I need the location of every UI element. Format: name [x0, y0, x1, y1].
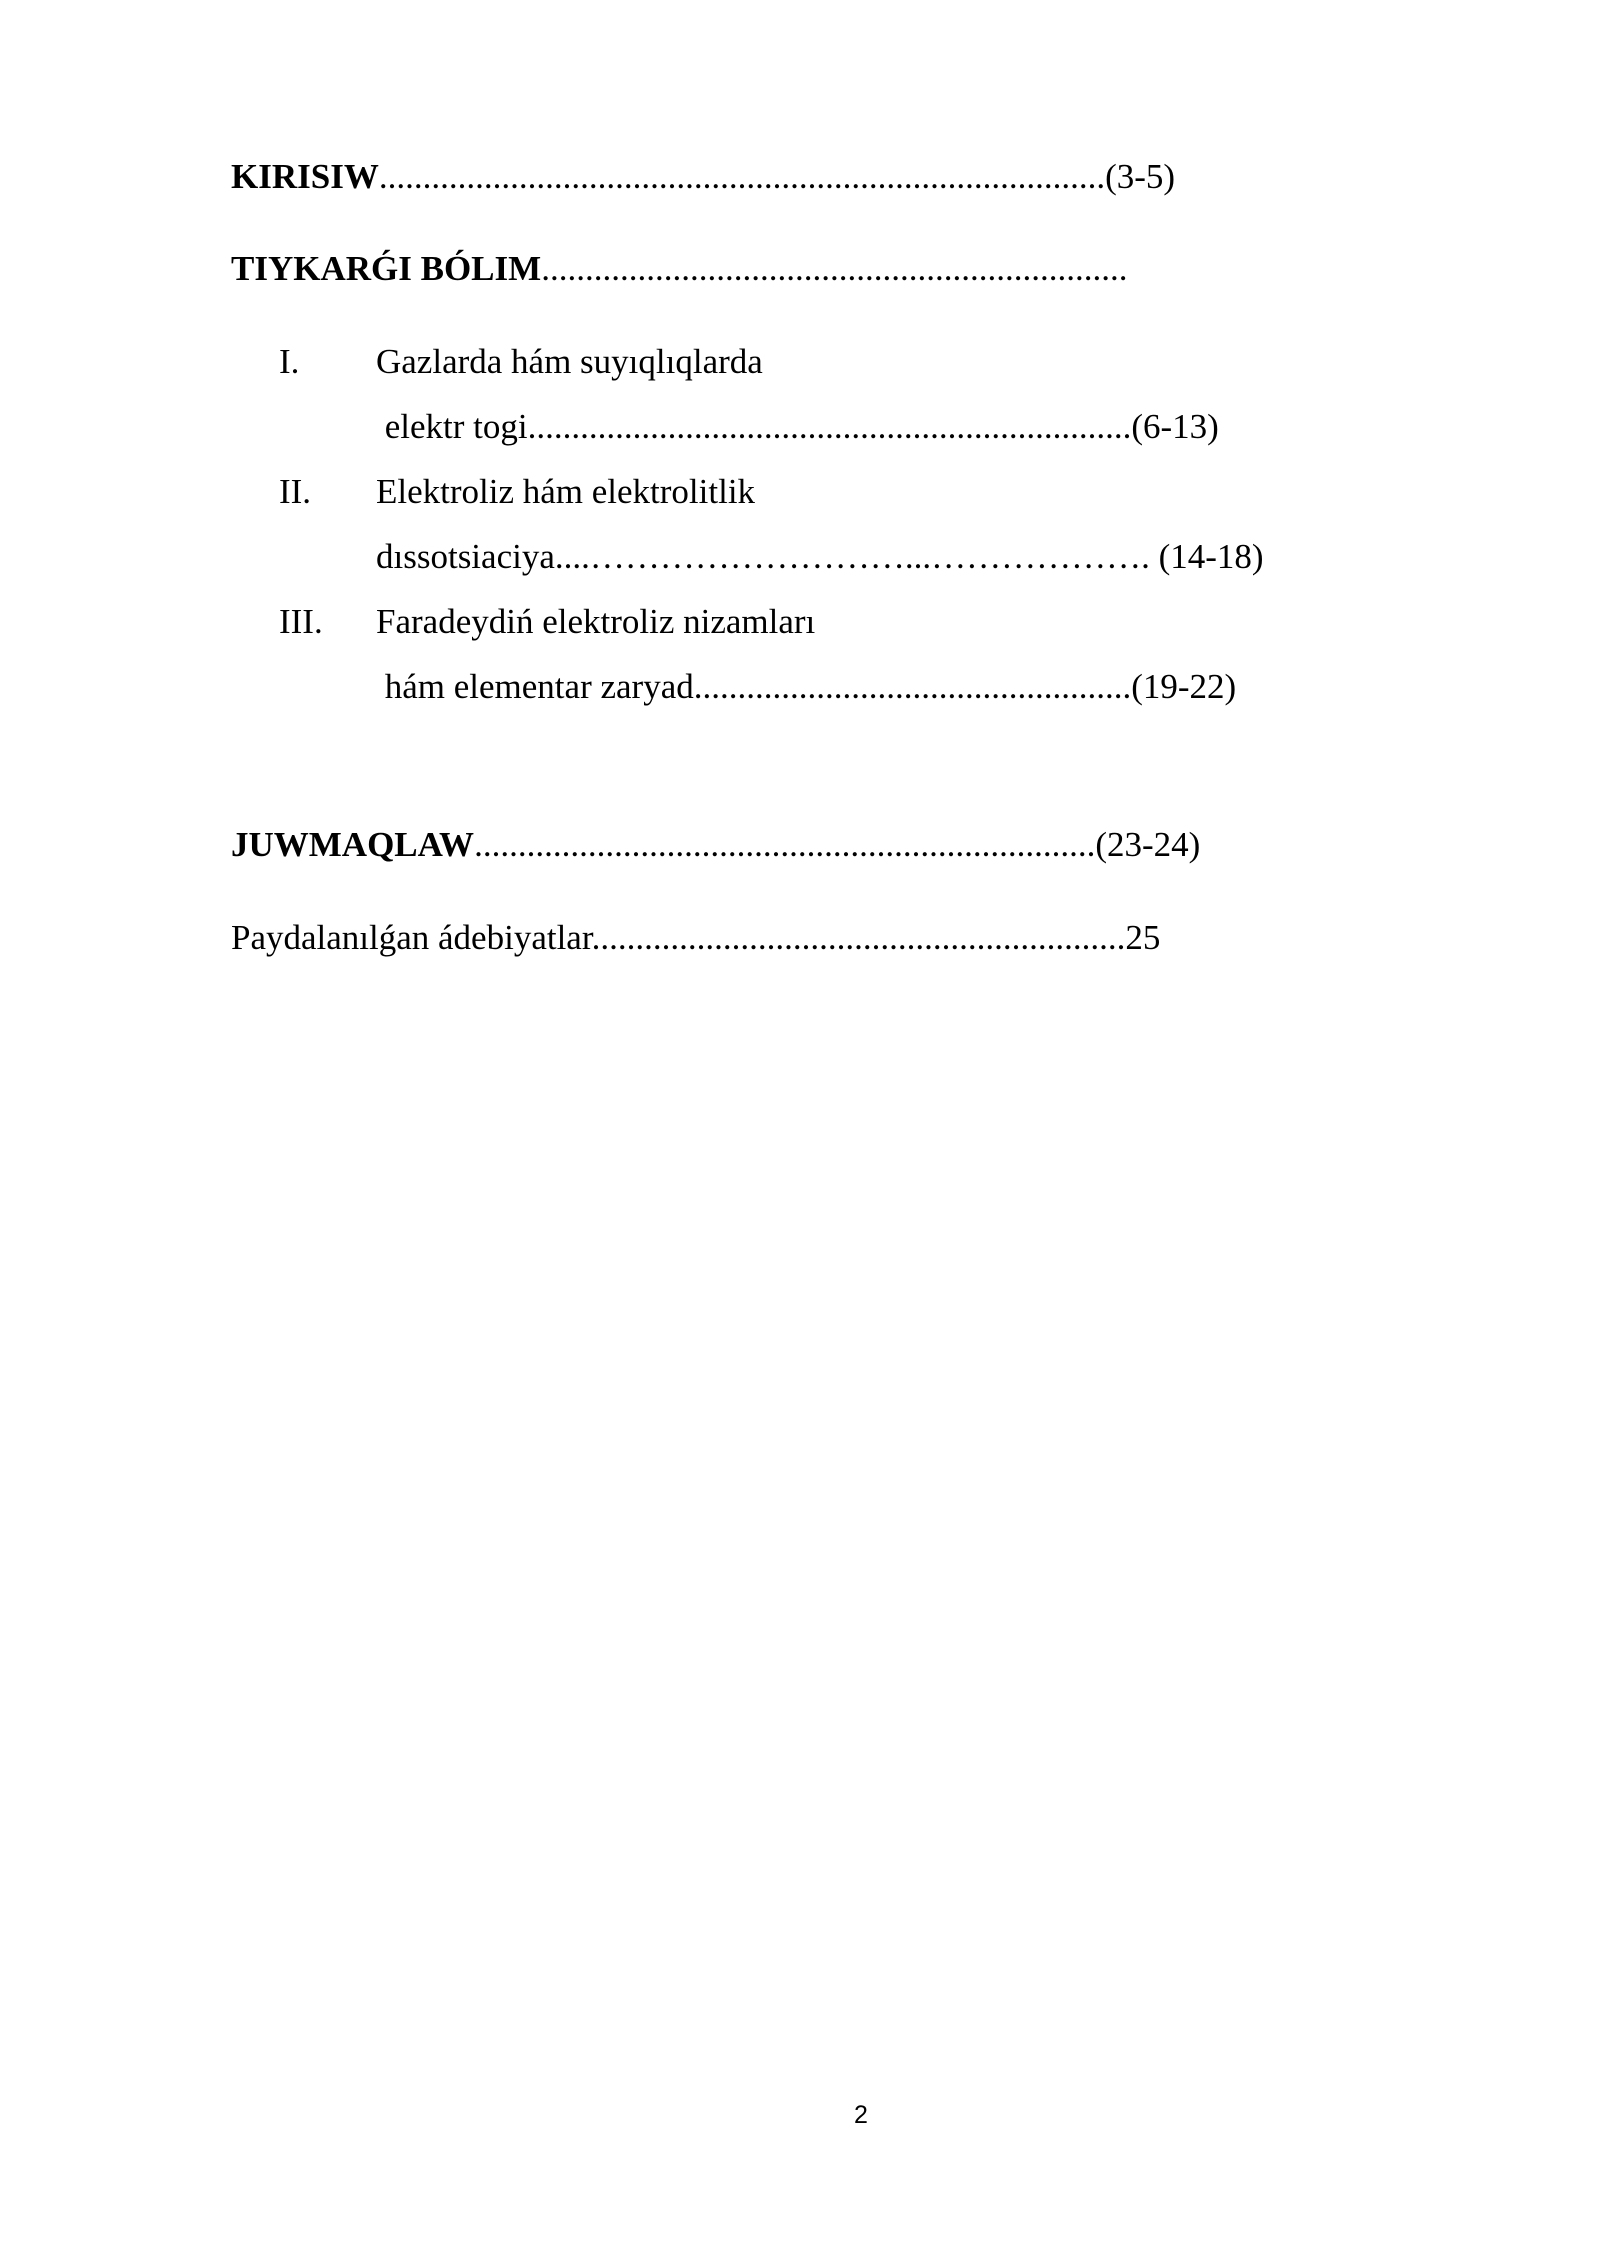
toc-chapter-3-subtitle: hám elementar zaryad	[376, 667, 694, 706]
toc-entry-main	[231, 249, 1127, 289]
toc-entry-references	[231, 918, 1160, 958]
toc-intro-pages: (3-5)	[1105, 157, 1176, 196]
page-number: 2	[854, 2101, 868, 2129]
toc-chapter-3-numeral: III.	[279, 602, 323, 641]
toc-references-leader: .............................................................	[591, 918, 1126, 957]
toc-chapter-2-subtitle-line	[376, 537, 1264, 577]
toc-entry-intro	[231, 157, 1175, 197]
toc-chapter-1-subtitle: elektr togi	[376, 407, 528, 446]
toc-intro-leader: ...................................................................................	[378, 157, 1106, 196]
toc-main-title: TIYKARǴI BÓLIM	[231, 249, 542, 288]
toc-chapter-1-leader: .....................................................................	[527, 407, 1132, 446]
toc-chapter-2-subtitle: dıssotsiaciya	[376, 537, 555, 576]
toc-references-title: Paydalanılǵan ádebiyatlar	[231, 918, 592, 957]
toc-intro-title: KIRISIW	[231, 157, 379, 196]
toc-chapter-3-leader: ..................................................	[693, 667, 1132, 706]
toc-chapter-3-subtitle-line	[376, 667, 1236, 707]
toc-chapter-1-title: Gazlarda hám suyıqlıqlarda	[376, 342, 763, 381]
toc-entry-conclusion	[231, 825, 1200, 865]
toc-chapter-2-numeral: II.	[279, 472, 312, 511]
toc-chapter-1-numeral: I.	[279, 342, 300, 381]
toc-chapter-2-leader: ....………………………...……………….	[554, 537, 1159, 576]
toc-references-pages: 25	[1125, 918, 1161, 957]
toc-chapter-3-pages: (19-22)	[1131, 667, 1237, 706]
toc-chapter-3-title: Faradeydiń elektroliz nizamları	[376, 602, 816, 641]
toc-chapter-2-pages: (14-18)	[1158, 537, 1264, 576]
toc-main-leader: ...................................................................	[541, 249, 1128, 288]
toc-conclusion-title: JUWMAQLAW	[231, 825, 475, 864]
toc-chapter-1-subtitle-line	[376, 407, 1219, 447]
toc-chapter-1-pages: (6-13)	[1131, 407, 1219, 446]
toc-conclusion-pages: (23-24)	[1095, 825, 1201, 864]
toc-conclusion-leader: .......................................................................	[474, 825, 1096, 864]
toc-chapter-2-title: Elektroliz hám elektrolitlik	[376, 472, 756, 511]
